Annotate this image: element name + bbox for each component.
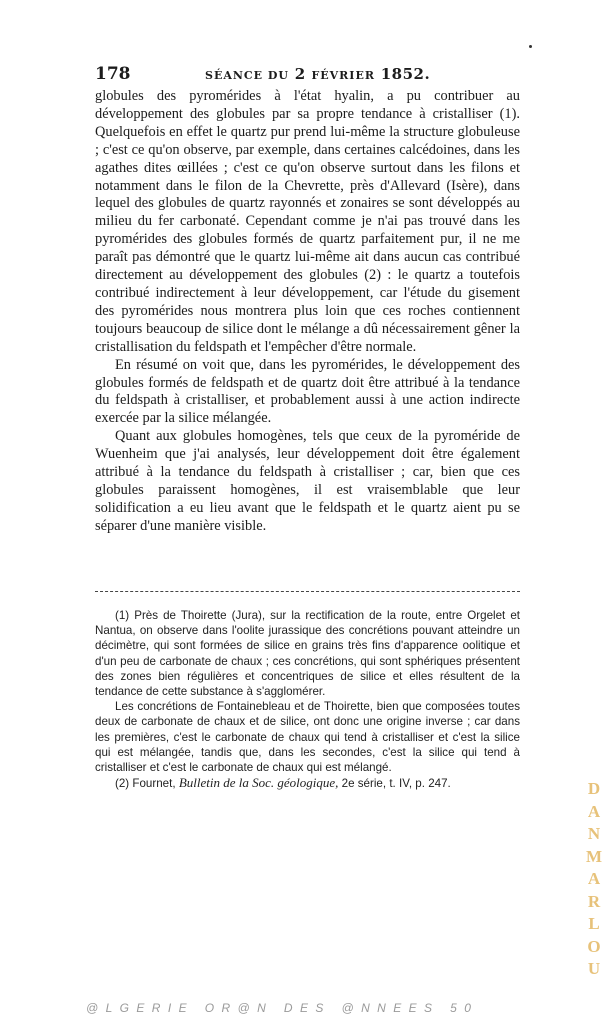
footnote-2	[95, 775, 520, 791]
print-speck	[529, 45, 532, 48]
running-title	[205, 65, 430, 83]
paragraph: Quant aux globules homogènes, tels que ceux de la pyroméride de Wuenheim que j'ai analysés, leur développement doit être également attribué à la tendance du feldspath à cristalliser ; car, bien que ces globules paraissent homogènes, il est vraisemblable que leur solidification a eu lieu avant que le feldspath et le quartz aient pu se séparer d'une manière visible.	[95, 428, 520, 534]
footnote-separator	[95, 591, 520, 592]
watermark-letter: D	[587, 779, 601, 798]
bottom-watermark: @LGERIE OR@N DES @NNEES 50	[86, 1001, 479, 1015]
watermark-letter: L	[588, 914, 600, 933]
running-header	[95, 64, 520, 86]
watermark-letter: R	[587, 891, 601, 911]
watermark-letter: A	[587, 801, 601, 821]
running-title-seance: SÉANCE DU	[205, 69, 290, 82]
footnotes	[95, 608, 520, 791]
paragraph: En résumé on voit que, dans les pyromérides, le développement des globules formés de feldspath et de quartz doit être attribué à la tendance du feldspath à cristalliser, et probablement aussi à une action indirecte exercée par la silice mélangée.	[95, 356, 520, 427]
footnote-2-author: (2) Fournet,	[115, 777, 176, 791]
footnote-2-journal: Bulletin de la Soc. géologique,	[178, 775, 339, 791]
vertical-watermark	[583, 778, 605, 981]
watermark-letter: N	[587, 824, 601, 843]
footnote-1-continued: Les concrétions de Fontainebleau et de Thoirette, bien que composées toutes deux de carbonate de chaux et de silice, ont donc une origine inverse ; car dans les premières, c'est le carbonate de chaux qui tend à cristalliser et c'est la silice qui est mélangée, tandis que, dans les secondes, c'est la silice qui tend à cristalliser et c'est le carbonate de chaux qui est mélangé.	[95, 700, 520, 775]
running-title-day: 2	[294, 65, 306, 83]
footnote-1: (1) Près de Thoirette (Jura), sur la rectification de la route, entre Orgelet et Nantua, on observe dans l'oolite jurassique des concrétions pouvant atteindre un décimètre, qui sont formées de silice en grains très fins d'apparence oolitique et d'un peu de carbonate de chaux ; ces concrétions, qui sont sphériques présentent des zones bien régulières et concentriques de silice et elles résultent de la tendance de cette substance à s'agglomérer.	[95, 609, 520, 699]
paragraph: globules des pyromérides à l'état hyalin, a pu contribuer au développement des globules par sa propre tendance à cristalliser (1). Quelquefois en effet le quartz pur prend lui-même la structure globuleuse ; c'est ce qu'on observe, par exemple, dans certaines calcédoines, dans les agathes dites œillées ; c'est ce qu'on observe surtout dans les filons et notamment dans le filon de la Chevrette, près d'Allevard (Isère), dans lequel des globules de quartz rayonnés et zonaires se sont développés au milieu du fer carbonaté. Cependant comme je n'ai pas trouvé dans les pyromérides des globules formés de quartz parfaitement pur, il ne me paraît pas démontré que le quartz lui-même ait dans aucun cas contribué directement au développement des globules (2) : le quartz a toutefois contribué indirectement à leur développement, car l'étude du gisement des pyromérides nous montrera plus loin que ces roches contiennent toujours beaucoup de silice dont le mélange a dû nécessairement gêner la cristallisation du feldspath et l'empêcher d'être normale.	[95, 88, 520, 355]
watermark-letter: M	[585, 846, 603, 866]
watermark-letter: O	[587, 936, 601, 956]
footnote-2-reference: 2e série, t. IV, p. 247.	[341, 777, 451, 791]
watermark-letter: A	[587, 869, 601, 888]
watermark-letter: U	[587, 959, 601, 978]
running-title-month: FÉVRIER	[311, 69, 375, 82]
running-title-year: 1852.	[380, 65, 431, 83]
page-number: 178	[95, 64, 131, 84]
main-text	[95, 88, 520, 536]
